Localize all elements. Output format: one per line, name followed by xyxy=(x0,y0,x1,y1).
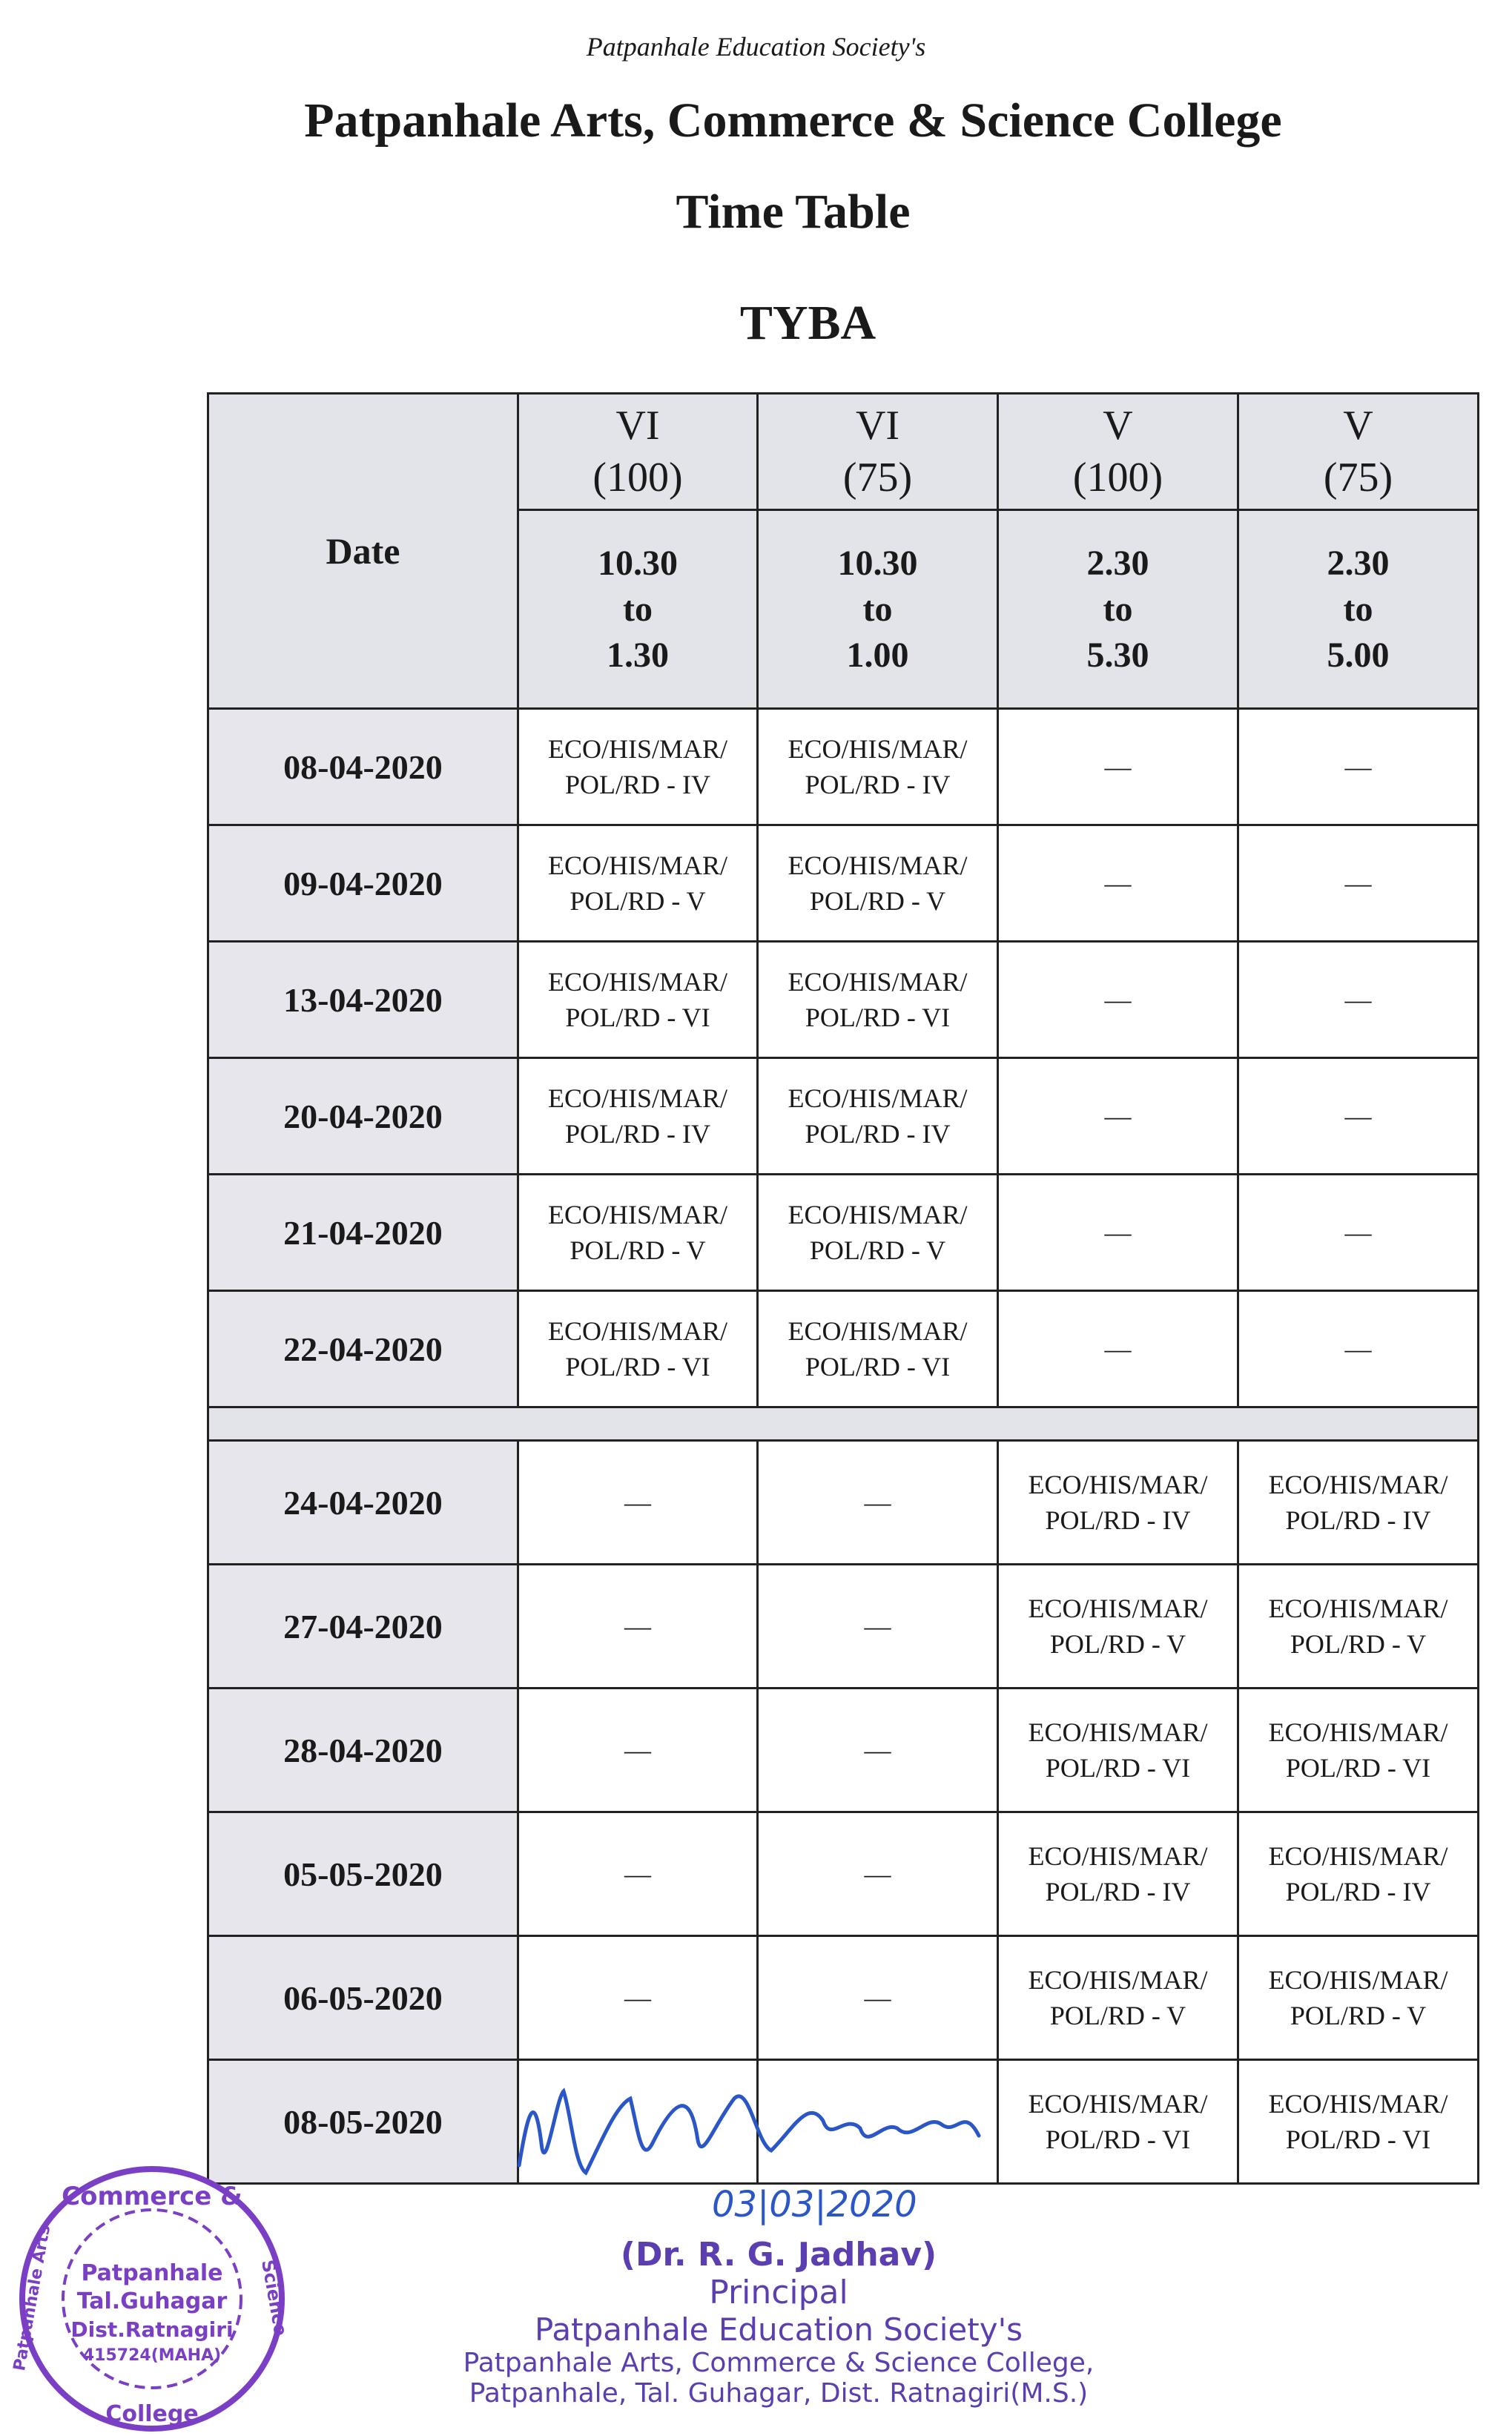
row-date: 08-04-2020 xyxy=(208,709,518,825)
empty-cell: — xyxy=(1238,825,1479,942)
svg-text:College: College xyxy=(105,2401,199,2427)
empty-cell: — xyxy=(1238,1291,1479,1407)
empty-cell: — xyxy=(998,825,1238,942)
principal-college: Patpanhale Arts, Commerce & Science College, xyxy=(463,2348,1095,2378)
principal-signature xyxy=(512,2054,1031,2202)
col-header-1: VI (100) xyxy=(518,394,758,510)
row-date: 05-05-2020 xyxy=(208,1812,518,1936)
row-date: 08-05-2020 xyxy=(208,2060,518,2184)
empty-cell: — xyxy=(518,1441,758,1565)
subject-cell: ECO/HIS/MAR/ POL/RD - VI xyxy=(998,1689,1238,1812)
svg-text:Patpanhale: Patpanhale xyxy=(81,2260,223,2286)
empty-cell: — xyxy=(998,1291,1238,1407)
empty-cell: — xyxy=(758,1441,998,1565)
empty-cell: — xyxy=(518,1936,758,2060)
empty-cell: — xyxy=(518,1689,758,1812)
subject-cell: ECO/HIS/MAR/ POL/RD - IV xyxy=(758,709,998,825)
svg-text:Commerce &: Commerce & xyxy=(62,2182,242,2211)
col-time-3: 2.30 to 5.30 xyxy=(998,510,1238,709)
subject-cell: ECO/HIS/MAR/ POL/RD - V xyxy=(998,1936,1238,2060)
subject-cell: ECO/HIS/MAR/ POL/RD - IV xyxy=(1238,1441,1479,1565)
row-date: 21-04-2020 xyxy=(208,1175,518,1291)
svg-text:415724(MAHA): 415724(MAHA) xyxy=(82,2346,222,2365)
empty-cell: — xyxy=(1238,942,1479,1058)
subject-cell: ECO/HIS/MAR/ POL/RD - V xyxy=(758,1175,998,1291)
row-date: 06-05-2020 xyxy=(208,1936,518,2060)
subject-cell: ECO/HIS/MAR/ POL/RD - VI xyxy=(758,1291,998,1407)
empty-cell: — xyxy=(758,1936,998,2060)
col-header-3: V (100) xyxy=(998,394,1238,510)
empty-cell: — xyxy=(758,1689,998,1812)
col-header-2: VI (75) xyxy=(758,394,998,510)
college-stamp xyxy=(7,2162,297,2436)
empty-cell: — xyxy=(998,709,1238,825)
svg-text:Patpanhale Arts: Patpanhale Arts xyxy=(10,2223,55,2373)
principal-designation: Principal xyxy=(709,2274,848,2311)
empty-cell: — xyxy=(1238,1058,1479,1175)
principal-society: Patpanhale Education Society's xyxy=(534,2311,1023,2348)
college-name: Patpanhale Arts, Commerce & Science College xyxy=(304,93,1282,148)
subject-cell: ECO/HIS/MAR/ POL/RD - IV xyxy=(998,1441,1238,1565)
timetable xyxy=(207,392,1479,2185)
empty-cell: — xyxy=(1238,709,1479,825)
signature-date: 03|03|2020 xyxy=(712,2184,917,2225)
subject-cell: ECO/HIS/MAR/ POL/RD - IV xyxy=(518,709,758,825)
principal-name: (Dr. R. G. Jadhav) xyxy=(620,2236,937,2274)
empty-cell: — xyxy=(1238,1175,1479,1291)
subject-cell: ECO/HIS/MAR/ POL/RD - V xyxy=(758,825,998,942)
table-row xyxy=(208,1291,1479,1407)
society-name: Patpanhale Education Society's xyxy=(586,32,926,62)
table-row xyxy=(208,1812,1479,1936)
principal-address: Patpanhale, Tal. Guhagar, Dist. Ratnagiri(M.S.) xyxy=(469,2378,1089,2409)
svg-text:Science: Science xyxy=(257,2258,291,2338)
subject-cell: ECO/HIS/MAR/ POL/RD - VI xyxy=(1238,2060,1479,2184)
subject-cell: ECO/HIS/MAR/ POL/RD - V xyxy=(518,1175,758,1291)
date-column-header: Date xyxy=(208,394,518,709)
empty-cell: — xyxy=(998,1058,1238,1175)
col-header-4: V (75) xyxy=(1238,394,1479,510)
class-title: TYBA xyxy=(739,296,877,350)
empty-cell: — xyxy=(998,1175,1238,1291)
row-date: 20-04-2020 xyxy=(208,1058,518,1175)
subject-cell: ECO/HIS/MAR/ POL/RD - IV xyxy=(758,1058,998,1175)
subject-cell: ECO/HIS/MAR/ POL/RD - V xyxy=(518,825,758,942)
row-date: 09-04-2020 xyxy=(208,825,518,942)
table-row xyxy=(208,1689,1479,1812)
empty-cell: — xyxy=(518,1565,758,1689)
table-row xyxy=(208,1936,1479,2060)
subject-cell: ECO/HIS/MAR/ POL/RD - VI xyxy=(518,1291,758,1407)
col-time-2: 10.30 to 1.00 xyxy=(758,510,998,709)
principal-block xyxy=(445,2236,1112,2409)
subject-cell: ECO/HIS/MAR/ POL/RD - IV xyxy=(1238,1812,1479,1936)
row-date: 13-04-2020 xyxy=(208,942,518,1058)
empty-cell: — xyxy=(758,1565,998,1689)
row-date: 24-04-2020 xyxy=(208,1441,518,1565)
subject-cell: ECO/HIS/MAR/ POL/RD - VI xyxy=(758,942,998,1058)
subject-cell: ECO/HIS/MAR/ POL/RD - IV xyxy=(518,1058,758,1175)
table-row xyxy=(208,709,1479,825)
empty-cell: — xyxy=(998,942,1238,1058)
table-row xyxy=(208,1441,1479,1565)
table-row xyxy=(208,942,1479,1058)
col-time-4: 2.30 to 5.00 xyxy=(1238,510,1479,709)
table-row xyxy=(208,1565,1479,1689)
subject-cell: ECO/HIS/MAR/ POL/RD - VI xyxy=(998,2060,1238,2184)
svg-text:Tal.Guhagar: Tal.Guhagar xyxy=(76,2288,228,2314)
separator-row xyxy=(208,1407,1479,1441)
subject-cell: ECO/HIS/MAR/ POL/RD - VI xyxy=(518,942,758,1058)
row-date: 27-04-2020 xyxy=(208,1565,518,1689)
subject-cell: ECO/HIS/MAR/ POL/RD - V xyxy=(998,1565,1238,1689)
row-date: 28-04-2020 xyxy=(208,1689,518,1812)
empty-cell: — xyxy=(758,1812,998,1936)
subject-cell: ECO/HIS/MAR/ POL/RD - IV xyxy=(998,1812,1238,1936)
table-row xyxy=(208,1175,1479,1291)
col-time-1: 10.30 to 1.30 xyxy=(518,510,758,709)
svg-text:Dist.Ratnagiri: Dist.Ratnagiri xyxy=(70,2317,234,2342)
subject-cell: ECO/HIS/MAR/ POL/RD - VI xyxy=(1238,1689,1479,1812)
empty-cell: — xyxy=(518,1812,758,1936)
page-title: Time Table xyxy=(676,185,911,239)
table-row xyxy=(208,825,1479,942)
row-date: 22-04-2020 xyxy=(208,1291,518,1407)
table-row xyxy=(208,1058,1479,1175)
subject-cell: ECO/HIS/MAR/ POL/RD - V xyxy=(1238,1565,1479,1689)
subject-cell: ECO/HIS/MAR/ POL/RD - V xyxy=(1238,1936,1479,2060)
